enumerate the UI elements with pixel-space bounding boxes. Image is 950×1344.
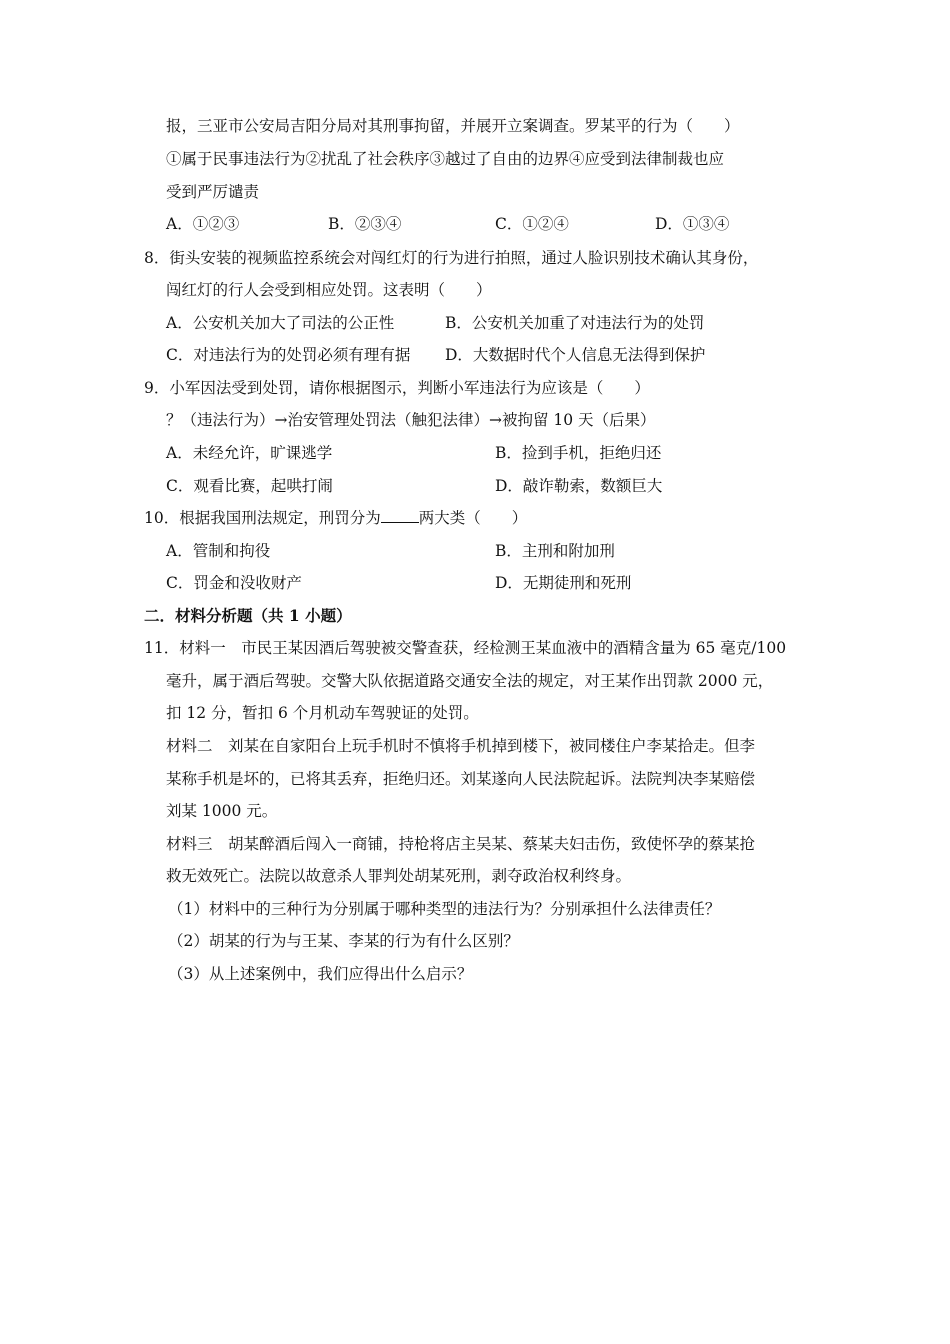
q7-option-c[interactable]: C．①②④ (495, 215, 569, 233)
q9-option-d[interactable]: D．敲诈勒索，数额巨大 (495, 477, 663, 495)
q7-option-d[interactable]: D．①③④ (655, 215, 730, 233)
section-2-heading: 二．材料分析题（共 1 小题） (144, 606, 352, 625)
q8-option-d[interactable]: D．大数据时代个人信息无法得到保护 (445, 346, 706, 364)
q10-option-a[interactable]: A．管制和拘役 (166, 542, 271, 560)
q9-option-c[interactable]: C．观看比赛，起哄打闹 (166, 477, 333, 495)
q7-option-a[interactable]: A．①②③ (166, 215, 240, 233)
q8-option-c[interactable]: C．对违法行为的处罚必须有理有据 (166, 346, 411, 364)
q10-option-b[interactable]: B．主刑和附加刑 (495, 542, 615, 560)
q9-stem-line-2: ？（违法行为）→治安管理处罚法（触犯法律）→被拘留 10 天（后果） (166, 411, 656, 429)
q7-items-line-2: 受到严厉谴责 (166, 183, 260, 201)
q10-option-c[interactable]: C．罚金和没收财产 (166, 574, 302, 592)
q7-items-line-1: ①属于民事违法行为②扰乱了社会秩序③越过了自由的边界④应受到法律制裁也应 (166, 150, 725, 168)
q7-stem-continuation: 报，三亚市公安局吉阳分局对其刑事拘留，并展开立案调查。罗某平的行为（ ） (166, 117, 740, 135)
q11-material-2-line-3: 刘某 1000 元。 (166, 802, 278, 820)
q11-subquestion-2: （2）胡某的行为与王某、李某的行为有什么区别？ (168, 932, 519, 950)
q11-material-1-line-2: 毫升，属于酒后驾驶。交警大队依据道路交通安全法的规定，对王某作出罚款 2000 元， (166, 672, 774, 690)
q9-option-a[interactable]: A．未经允许，旷课逃学 (166, 444, 333, 462)
q11-material-3-line-2: 救无效死亡。法院以故意杀人罪判处胡某死刑，剥夺政治权利终身。 (166, 867, 632, 885)
q8-stem-line-1: 8．街头安装的视频监控系统会对闯红灯的行为进行拍照，通过人脸识别技术确认其身份， (144, 249, 759, 267)
q11-material-1-line-3: 扣 12 分，暂扣 6 个月机动车驾驶证的处罚。 (166, 704, 479, 722)
q10-stem-prefix: 10．根据我国刑法规定，刑罚分为 (144, 509, 381, 527)
q8-option-b[interactable]: B．公安机关加重了对违法行为的处罚 (445, 314, 705, 332)
q11-material-2-line-2: 某称手机是坏的，已将其丢弃，拒绝归还。刘某遂向人民法院起诉。法院判决李某赔偿 (166, 770, 756, 788)
q9-stem-line-1: 9．小军因法受到处罚，请你根据图示，判断小军违法行为应该是（ ） (144, 379, 650, 397)
q9-option-b[interactable]: B．捡到手机，拒绝归还 (495, 444, 662, 462)
q11-material-3-line-1: 材料三 胡某醉酒后闯入一商铺，持枪将店主吴某、蔡某夫妇击伤，致使怀孕的蔡某抢 (166, 835, 756, 853)
q11-subquestion-3: （3）从上述案例中，我们应得出什么启示？ (168, 965, 473, 983)
q10-answer-blank (381, 508, 419, 523)
q10-stem-suffix: 两大类（ ） (418, 509, 528, 527)
q11-material-2-line-1: 材料二 刘某在自家阳台上玩手机时不慎将手机掉到楼下，被同楼住户李某拾走。但李 (166, 737, 756, 755)
q10-option-d[interactable]: D．无期徒刑和死刑 (495, 574, 632, 592)
q10-stem (144, 508, 527, 528)
q8-stem-line-2: 闯红灯的行人会受到相应处罚。这表明（ ） (166, 281, 492, 299)
q8-option-a[interactable]: A．公安机关加大了司法的公正性 (166, 314, 395, 332)
q7-option-b[interactable]: B．②③④ (328, 215, 402, 233)
q11-material-1-line-1: 11．材料一 市民王某因酒后驾驶被交警查获，经检测王某血液中的酒精含量为 65 毫克/100 (144, 639, 787, 657)
q11-subquestion-1: （1）材料中的三种行为分别属于哪种类型的违法行为？分别承担什么法律责任？ (168, 900, 721, 918)
